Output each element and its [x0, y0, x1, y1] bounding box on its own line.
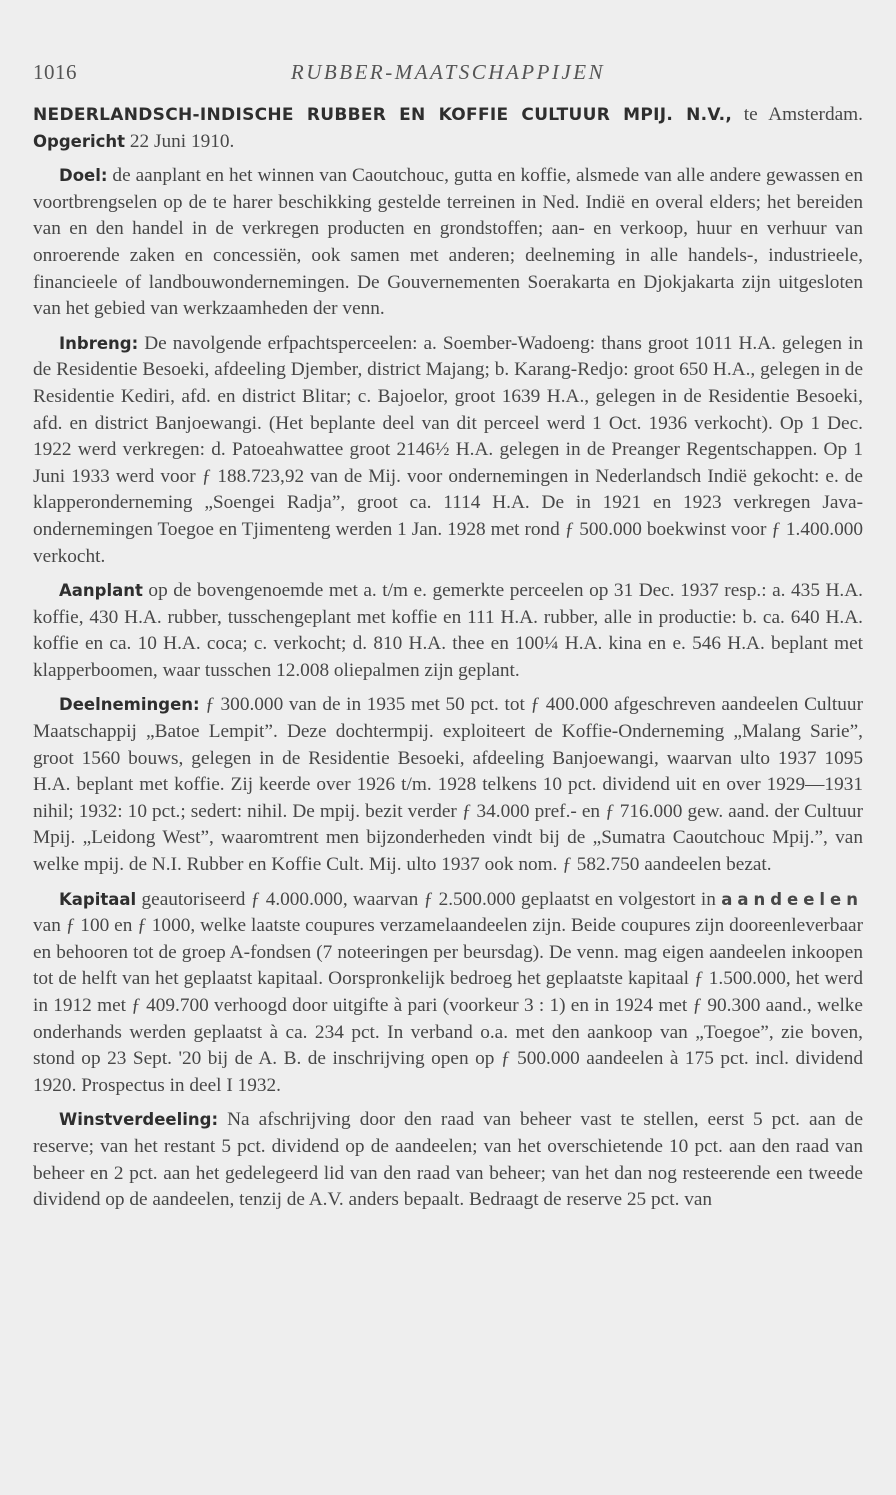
section-text: De navolgende erfpachtsperceelen: a. Soember-Wadoeng: thans groot 1011 H.A. gelegen in de Residentie Besoeki, afdeeling Djember, district Majang; b. Karang-Redjo: groot 650 H.A., gelegen in de Residentie Kediri, afd. en district Blitar; c. Bajoelor, groot 1639 H.A., gelegen in de Residentie Besoeki, afd. en district Banjoewangi. (Het beplante deel van dit perceel werd 1 Oct. 1936 verkocht). Op 1 Dec. 1922 werd verkregen: d. Patoeahwattee groot 2146½ H.A. gelegen in de Preanger Regentschappen. Op 1 Juni 1933 werd voor ƒ 188.723,92 van de Mij. voor ondernemingen in Nederlandsch Indië gekocht: e. de klapperonderneming „Soengei Radja”, groot ca. 1114 H.A. De in 1921 en 1923 verkregen Java-ondernemingen Toegoe en Tjimenteng werden 1 Jan. 1928 met rond ƒ 500.000 boekwinst voor ƒ 1.400.000 verkocht.	[33, 332, 863, 567]
section-doel	[33, 163, 863, 323]
spaced-word: aandeelen	[721, 889, 863, 909]
section-text: Na afschrijving door den raad van beheer vast te stellen, eerst 5 pct. aan de reserve; van het restant 5 pct. dividend op de aandeelen; van het overschietende 10 pct. aan den raad van beheer en 2 pct. aan het gedelegeerd lid van den raad van beheer; van het dan nog resteerende een tweede dividend op de aandeelen, tenzij de A.V. anders bepaalt. Bedraagt de reserve 25 pct. van	[33, 1109, 863, 1211]
section-label: Kapitaal	[59, 889, 137, 909]
section-winstverdeeling	[33, 1107, 863, 1213]
company-name: NEDERLANDSCH-INDISCHE RUBBER EN KOFFIE CULTUUR MPIJ. N.V.,	[33, 105, 733, 125]
running-title: RUBBER-MAATSCHAPPIJEN	[290, 60, 606, 84]
section-aanplant	[33, 578, 863, 684]
section-label: Deelnemingen:	[59, 695, 200, 715]
section-text: op de bovengenoemde met a. t/m e. gemerkte perceelen op 31 Dec. 1937 resp.: a. 435 H.A. koffie, 430 H.A. rubber, tusschengeplant met koffie en 111 H.A. rubber, alle in productie: b. ca. 640 H.A. koffie en ca. 10 H.A. coca; c. verkocht; d. 810 H.A. thee en 100¼ H.A. kina en e. 546 H.A. beplant met klapperboomen, waar tusschen 12.008 oliepalmen zijn geplant.	[33, 580, 863, 681]
section-kapitaal	[33, 887, 863, 1100]
section-text: de aanplant en het winnen van Caoutchouc, gutta en koffie, alsmede van alle andere gewassen en voortbrengselen op de te harer beschikking gestelde terreinen in Ned. Indië en overal elders; het bereiden van en den handel in de verkregen producten en grondstoffen; aan- en verkoop, huur en verhuur van onroerende zaken en concessiën, ook samen met anderen; deelneming in alle handels-, industrieele, financieele of landbouwondernemingen. De Gouvernementen Soerakarta en Djokjakarta zijn uitgesloten van het gebied van werkzaamheden der venn.	[33, 165, 863, 320]
page-content	[33, 102, 863, 1222]
section-text: ƒ 300.000 van de in 1935 met 50 pct. tot ƒ 400.000 afgeschreven aandeelen Cultuur Maatschappij „Batoe Lempit”. Deze dochtermpij. exploiteert de Koffie-Onderneming „Malang Sarie”, groot 1560 bouws, gelegen in de Residentie Besoeki, afdeeling Banjoewangi, waarvan ulto 1937 1095 H.A. beplant met koffie. Zij keerde over 1926 t/m. 1928 telkens 10 pct. dividend uit en over 1929—1931 nihil; 1932: 10 pct.; sedert: nihil. De mpij. bezit verder ƒ 34.000 pref.- en ƒ 716.000 gew. aand. der Cultuur Mpij. „Leidong West”, waaromtrent men bijzonderheden vindt bij de „Sumatra Caoutchouc Mpij.”, van welke mpij. de N.I. Rubber en Koffie Cult. Mij. ulto 1937 ook nom. ƒ 582.750 aandeelen bezat.	[33, 694, 863, 876]
section-inbreng	[33, 331, 863, 570]
founded-label: Opgericht	[33, 131, 126, 151]
company-heading-paragraph	[33, 102, 863, 155]
page-number: 1016	[33, 60, 77, 84]
section-label: Inbreng:	[59, 333, 139, 353]
company-location: te Amsterdam.	[732, 104, 863, 125]
section-deelnemingen	[33, 692, 863, 878]
section-label: Winstverdeeling:	[59, 1110, 219, 1130]
section-label: Doel:	[59, 166, 108, 186]
section-text: van ƒ 100 en ƒ 1000, welke laatste coupures verzamelaandeelen zijn. Beide coupures zijn dooreenleverbaar en behooren tot de groep A-fondsen (7 noteeringen per beursdag). De venn. mag eigen aandeelen inkoopen tot de helft van het geplaatst kapitaal. Oorspronkelijk bedroeg het geplaatste kapitaal ƒ 1.500.000, het werd in 1912 met ƒ 409.700 verhoogd door uitgifte à pari (voorkeur 3 : 1) en in 1924 met ƒ 90.300 aand., welke onderhands werden geplaatst à ca. 234 pct. In verband o.a. met den aankoop van „Toegoe”, zie boven, stond op 23 Sept. '20 bij de A. B. de inschrijving open op ƒ 500.000 aandeelen à 175 pct. incl. dividend 1920. Prospectus in deel I 1932.	[33, 915, 863, 1096]
page-header	[33, 60, 863, 90]
section-label: Aanplant	[59, 581, 143, 601]
founded-date: 22 Juni 1910.	[125, 130, 235, 152]
section-text-before: geautoriseerd ƒ 4.000.000, waarvan ƒ 2.500.000 geplaatst en volgestort in	[136, 888, 722, 910]
